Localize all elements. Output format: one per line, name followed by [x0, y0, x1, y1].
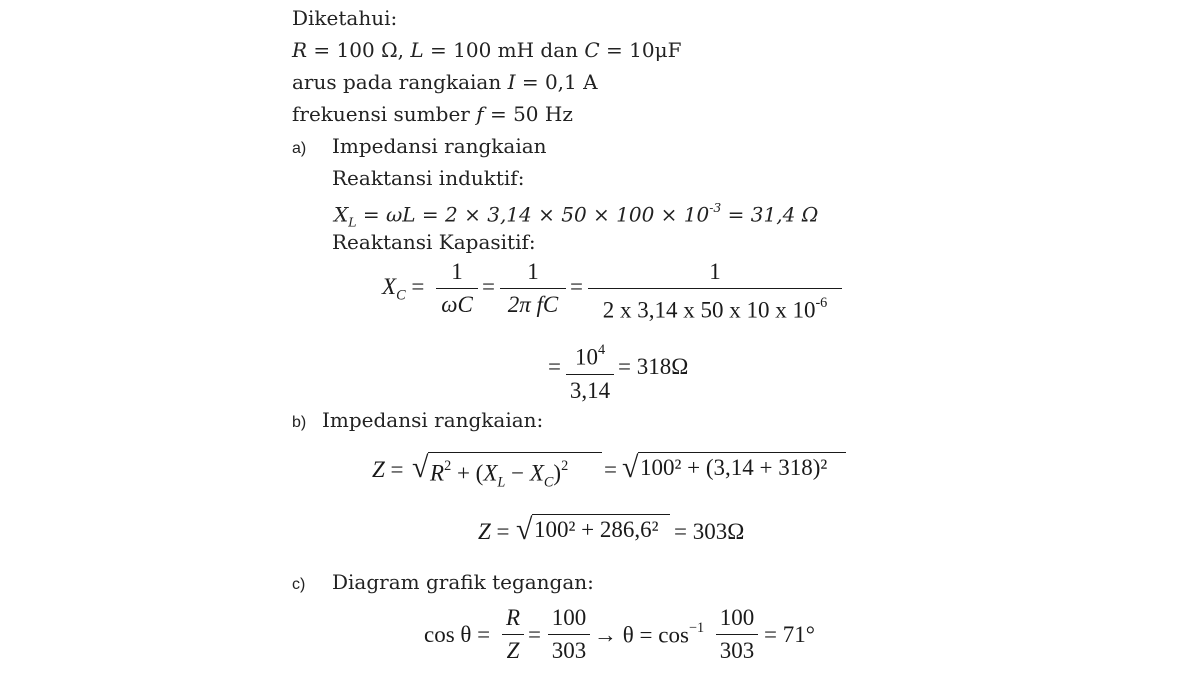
z-eq1-radicand: $R^2 + (X_L - X_C)^2$ — [428, 452, 602, 481]
z-result: = 303Ω — [674, 519, 745, 544]
xc-frac-4: $10^4$ 3,14 — [566, 338, 614, 405]
cos-lhs: cos θ = — [424, 622, 491, 647]
eq-sign: = — [570, 274, 583, 299]
inductive-title: Reaktansi induktif: — [332, 166, 525, 190]
part-a-header — [292, 134, 547, 161]
theta-result: = 71° — [764, 622, 815, 647]
theta-expression: → $\theta = \cos^{-1}$ — [594, 620, 705, 648]
sqrt-icon: √ — [516, 513, 533, 546]
part-b-title: Impedansi rangkaian: — [322, 408, 544, 432]
part-a-label: a) — [292, 140, 307, 157]
given-current: arus pada rangkaian I = 0,1 A — [292, 70, 598, 94]
z-eq2-radicand: 100² + 286,6² — [532, 514, 670, 543]
known-heading: Diketahui: — [292, 6, 398, 30]
z-eq1-numeric: 100² + (3,14 + 318)² — [638, 452, 846, 481]
xc-frac-3: 1 2 x 3,14 x 50 x 10 x $10^{-6}$ — [588, 258, 842, 325]
eq-sign: = — [604, 457, 617, 482]
inv-cos-frac: 100 303 — [716, 604, 758, 665]
part-c-title: Diagram grafik tegangan: — [332, 570, 594, 594]
sqrt-icon: √ — [622, 451, 639, 484]
sqrt-icon: √ — [412, 451, 429, 484]
part-b-header — [292, 408, 544, 435]
eq-sign: = — [528, 622, 541, 647]
capacitive-title: Reaktansi Kapasitif: — [332, 230, 536, 254]
inductive-formula: $X_L = \omega L = 2 \times 3,14 \times 50 \times 100 \times 10^{-3} = 31,4$ Ω — [334, 200, 819, 230]
eq-sign: = — [548, 354, 561, 379]
xc-frac-1: 1 ωC — [436, 258, 478, 319]
z-eq2-lhs: Z = — [478, 519, 510, 544]
given-components: R = 100 Ω, L = 100 mH dan C = 10μF — [292, 38, 682, 62]
part-a-title: Impedansi rangkaian — [332, 134, 547, 158]
xc-result: = 318Ω — [618, 354, 689, 379]
given-frequency: frekuensi sumber f = 50 Hz — [292, 102, 573, 126]
cos-frac-rz: R Z — [502, 604, 524, 665]
part-b-label: b) — [292, 414, 307, 431]
z-eq1-lhs: Z = — [372, 457, 404, 482]
part-c-header — [292, 570, 594, 597]
eq-sign: = — [482, 274, 495, 299]
xc-lhs: $X_C$ = — [382, 274, 425, 304]
xc-frac-2: 1 2π fC — [500, 258, 566, 319]
cos-frac-num: 100 303 — [548, 604, 590, 665]
part-c-label: c) — [292, 576, 306, 593]
